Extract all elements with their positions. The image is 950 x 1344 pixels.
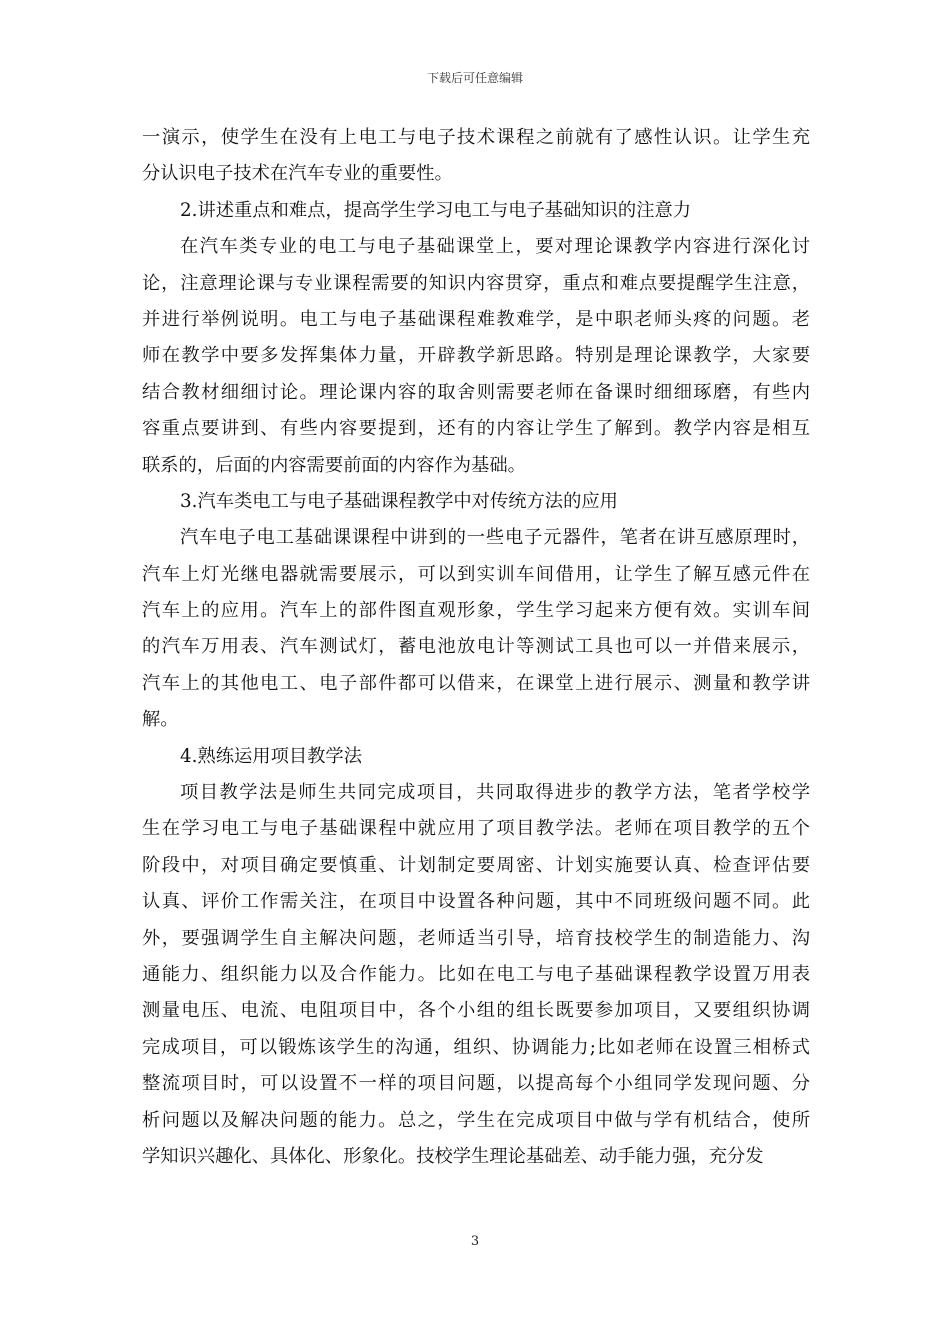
text-line: 并进行举例说明。电工与电子基础课程难教难学，是中职老师头疼的问题。老 [142, 308, 810, 330]
document-body [142, 120, 810, 1175]
text-line: 3.汽车类电工与电子基础课程教学中对传统方法的应用 [180, 490, 618, 512]
page-number: 3 [470, 1234, 480, 1249]
text-line: 通能力、组织能力以及合作能力。比如在电工与电子基础课程教学设置万用表 [142, 963, 810, 985]
text-line: 析问题以及解决问题的能力。总之，学生在完成项目中做与学有机结合，使所 [142, 1109, 810, 1131]
text-line: 分认识电子技术在汽车专业的重要性。 [142, 163, 453, 185]
text-line: 阶段中，对项目确定要慎重、计划制定要周密、计划实施要认真、检查评估要 [142, 854, 810, 876]
text-line: 认真、评价工作需关注，在项目中设置各种问题，其中不同班级问题不同。此 [142, 891, 810, 913]
text-line: 汽车上的应用。汽车上的部件图直观形象，学生学习起来方便有效。实训车间 [142, 600, 810, 622]
page-header: 下载后可任意编辑 [426, 71, 523, 85]
paragraph [142, 775, 810, 1175]
text-line: 完成项目，可以锻炼该学生的沟通，组织、协调能力;比如老师在设置三相桥式 [142, 1036, 810, 1058]
text-line: 生在学习电工与电子基础课程中就应用了项目教学法。老师在项目教学的五个 [142, 818, 810, 840]
text-line: 联系的，后面的内容需要前面的内容作为基础。 [142, 454, 526, 476]
text-line: 项目教学法是师生共同完成项目，共同取得进步的教学方法，笔者学校学 [180, 782, 810, 804]
text-line: 2.讲述重点和难点，提高学生学习电工与电子基础知识的注意力 [180, 199, 692, 221]
text-line: 整流项目时，可以设置不一样的项目问题，以提高每个小组同学发现问题、分 [142, 1073, 810, 1095]
text-line: 测量电压、电流、电阻项目中，各个小组的组长既要参加项目，又要组织协调 [142, 1000, 810, 1022]
paragraph [142, 120, 810, 193]
text-line: 外，要强调学生自主解决问题，老师适当引导，培育技校学生的制造能力、沟 [142, 927, 810, 949]
text-line: 学知识兴趣化、具体化、形象化。技校学生理论基础差、动手能力强，充分发 [142, 1145, 764, 1167]
paragraph [142, 520, 810, 738]
section-heading [142, 484, 810, 520]
text-line: 解。 [142, 709, 179, 731]
text-line: 的汽车万用表、汽车测试灯，蓄电池放电计等测试工具也可以一并借来展示， [142, 636, 810, 658]
text-line: 汽车电子电工基础课课程中讲到的一些电子元器件，笔者在讲互感原理时， [180, 527, 810, 549]
section-heading [142, 739, 810, 775]
text-line: 4.熟练运用项目教学法 [180, 745, 362, 767]
text-line: 师在教学中要多发挥集体力量，开辟教学新思路。特别是理论课教学，大家要 [142, 345, 810, 367]
text-line: 结合教材细细讨论。理论课内容的取舍则需要老师在备课时细细琢磨，有些内 [142, 381, 810, 403]
text-line: 论，注意理论课与专业课程需要的知识内容贯穿，重点和难点要提醒学生注意， [142, 272, 810, 294]
text-line: 汽车上灯光继电器就需要展示，可以到实训车间借用，让学生了解互感元件在 [142, 563, 810, 585]
text-line: 容重点要讲到、有些内容要提到，还有的内容让学生了解到。教学内容是相互 [142, 418, 810, 440]
text-line: 在汽车类专业的电工与电子基础课堂上，要对理论课教学内容进行深化讨 [180, 236, 810, 258]
text-line: 汽车上的其他电工、电子部件都可以借来，在课堂上进行展示、测量和教学讲 [142, 672, 810, 694]
section-heading [142, 193, 810, 229]
paragraph [142, 229, 810, 484]
text-line: 一演示，使学生在没有上电工与电子技术课程之前就有了感性认识。让学生充 [142, 127, 810, 148]
